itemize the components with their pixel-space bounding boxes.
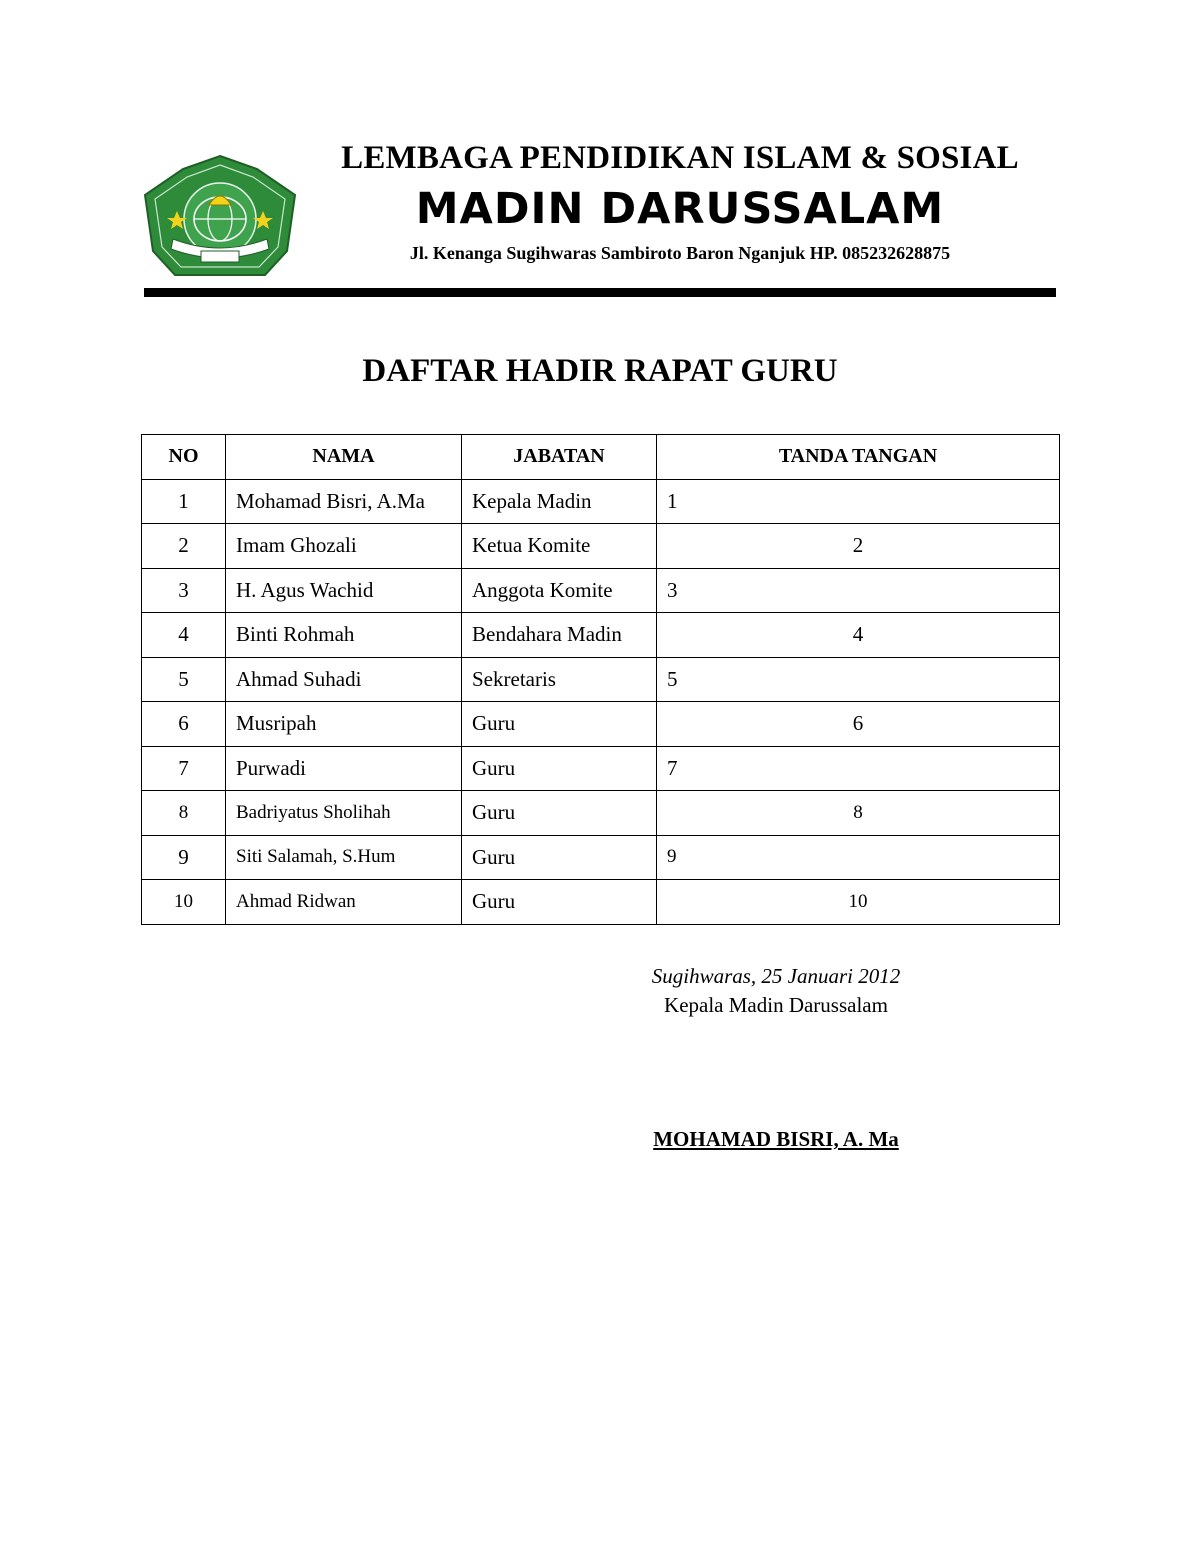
table-row — [142, 880, 1060, 925]
row-signature: 6 — [657, 702, 1060, 747]
row-signature: 7 — [657, 746, 1060, 791]
institution-address: Jl. Kenanga Sugihwaras Sambiroto Baron Nganjuk HP. 085232628875 — [409, 243, 951, 263]
institution-logo — [137, 153, 303, 280]
table-row — [142, 657, 1060, 702]
row-number: 7 — [142, 746, 226, 791]
row-number: 4 — [142, 613, 226, 658]
document-title: DAFTAR HADIR RAPAT GURU — [362, 353, 838, 389]
row-name: Purwadi — [226, 746, 462, 791]
row-name: Siti Salamah, S.Hum — [226, 835, 462, 880]
row-position: Guru — [462, 746, 657, 791]
table-row — [142, 835, 1060, 880]
row-position: Guru — [462, 702, 657, 747]
row-position: Sekretaris — [462, 657, 657, 702]
row-number: 8 — [142, 791, 226, 836]
row-position: Kepala Madin — [462, 479, 657, 524]
row-name: Musripah — [226, 702, 462, 747]
column-header-tanda-tangan: TANDA TANGAN — [657, 435, 1060, 480]
row-signature: 5 — [657, 657, 1060, 702]
table-row — [142, 613, 1060, 658]
row-name: H. Agus Wachid — [226, 568, 462, 613]
signature-role: Kepala Madin Darussalam — [664, 993, 888, 1017]
row-signature: 9 — [657, 835, 1060, 880]
row-number: 10 — [142, 880, 226, 925]
row-position: Guru — [462, 791, 657, 836]
column-header-nama: NAMA — [226, 435, 462, 480]
row-signature: 3 — [657, 568, 1060, 613]
signatory-name: MOHAMAD BISRI, A. Ma — [653, 1127, 899, 1151]
row-name: Ahmad Suhadi — [226, 657, 462, 702]
attendance-table — [141, 434, 1060, 925]
row-name: Mohamad Bisri, A.Ma — [226, 479, 462, 524]
table-row — [142, 568, 1060, 613]
row-name: Imam Ghozali — [226, 524, 462, 569]
row-number: 1 — [142, 479, 226, 524]
signature-place-date: Sugihwaras, 25 Januari 2012 — [651, 964, 901, 988]
row-position: Guru — [462, 880, 657, 925]
table-row — [142, 702, 1060, 747]
row-signature: 1 — [657, 479, 1060, 524]
row-name: Binti Rohmah — [226, 613, 462, 658]
row-name: Badriyatus Sholihah — [226, 791, 462, 836]
table-row — [142, 746, 1060, 791]
column-header-jabatan: JABATAN — [462, 435, 657, 480]
row-number: 6 — [142, 702, 226, 747]
row-position: Anggota Komite — [462, 568, 657, 613]
row-signature: 8 — [657, 791, 1060, 836]
row-position: Bendahara Madin — [462, 613, 657, 658]
row-signature: 4 — [657, 613, 1060, 658]
institution-name-line: LEMBAGA PENDIDIKAN ISLAM & SOSIAL — [341, 140, 1019, 176]
row-signature: 10 — [657, 880, 1060, 925]
row-name: Ahmad Ridwan — [226, 880, 462, 925]
row-number: 9 — [142, 835, 226, 880]
row-position: Ketua Komite — [462, 524, 657, 569]
row-number: 5 — [142, 657, 226, 702]
header-divider — [144, 288, 1056, 297]
row-number: 3 — [142, 568, 226, 613]
table-row — [142, 479, 1060, 524]
table-row — [142, 791, 1060, 836]
madrasah-name: MADIN DARUSSALAM — [415, 184, 945, 234]
column-header-no: NO — [142, 435, 226, 480]
row-position: Guru — [462, 835, 657, 880]
row-signature: 2 — [657, 524, 1060, 569]
row-number: 2 — [142, 524, 226, 569]
table-header-row — [142, 435, 1060, 480]
table-row — [142, 524, 1060, 569]
